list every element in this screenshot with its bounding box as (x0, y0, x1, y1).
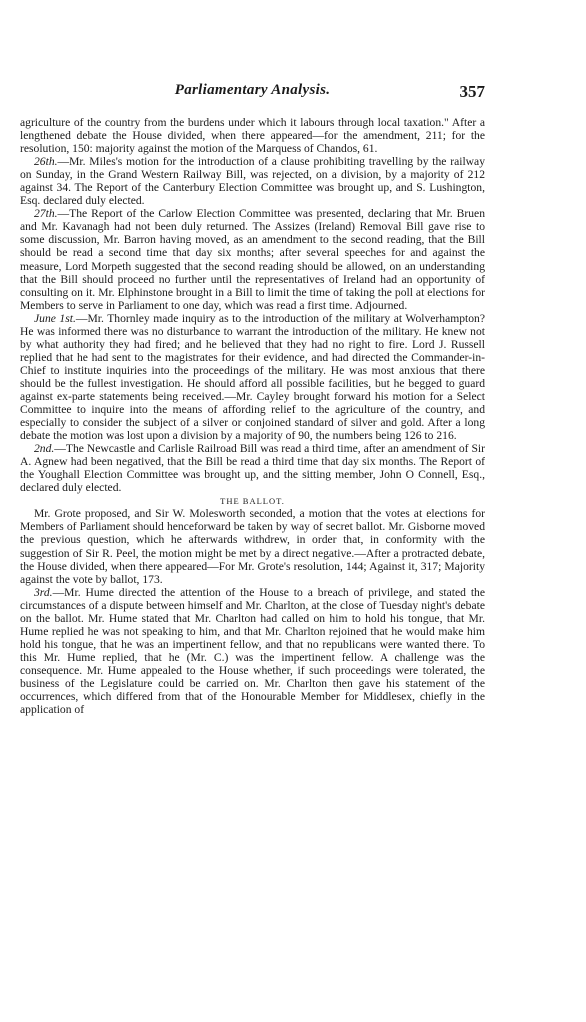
paragraph-date: 26th. (34, 155, 58, 169)
paragraph (20, 155, 485, 207)
page-number: 357 (459, 82, 485, 101)
paragraph-text: —The Newcastle and Carlisle Railroad Bill was read a third time, after an amendment of Sir A. Agnew had been negatived, that the Bill be read a third time that day six months. The Report of the Youghall Election Committee was brought up, and the sitting member, John O Connell, Esq., declared duly elected. (20, 442, 485, 495)
paragraph-date: 27th. (34, 207, 58, 221)
paragraph-text: —Mr. Thornley made inquiry as to the introduction of the military at Wolverhampton? He was informed there was no disturbance to warrant the introduction of the military. He knew not by what authority they had fired; and he believed that they had no right to fire. Lord J. Russell replied that he had sent to the magistrates for their evidence, and had directed the Commander-in-Chief to institute inquiries into the proceedings of the military. He was most anxious that there should be the fullest investigation. He should afford all possible facilities, but he begged to guard against ex-parte statements being received.—Mr. Cayley brought forward his motion for a Select Committee to inquire into the means of affording relief to the agriculture of the country, and especially to consider the subject of a silver or conjoined standard of silver and gold. After a long debate the motion was lost upon a division by a majority of 90, the numbers being 126 to 216. (20, 311, 485, 443)
paragraph (20, 207, 485, 311)
running-title: Parliamentary Analysis. (174, 82, 331, 98)
paragraph (20, 312, 485, 442)
paragraph (20, 586, 485, 716)
paragraph-date: 2nd. (34, 442, 55, 456)
paragraph (20, 507, 485, 585)
paragraph (20, 442, 485, 494)
paragraph-text: agriculture of the country from the burdens under which it labours through local taxation." After a lengthened debate the House divided, when there appeared—for the amendment, 211; for the resolution, 150: majority against the motion of the Marquess of Chandos, 61. (20, 116, 485, 156)
paragraph-text: —The Report of the Carlow Election Committee was presented, declaring that Mr. Bruen and Mr. Kavanagh had not been duly returned. The Assizes (Ireland) Removal Bill gave rise to some discussion, Mr. Barron having moved, as an amendment to the second reading, that the Bill should be read a second time that day six months; after several speeches for and against the measure, Lord Morpeth suggested that the second reading should be allowed, on an understanding that the Bill should proceed no further until the representatives of Ireland had an opportunity of consulting on it. Mr. Elphinstone brought in a Bill to limit the time of taking the poll at elections for Members to serve in Parliament to one day, which was read a first time. Adjourned. (20, 207, 485, 312)
paragraph (20, 116, 485, 155)
paragraph-text: Mr. Grote proposed, and Sir W. Molesworth seconded, a motion that the votes at elections for Members of Parliament should henceforward be taken by way of secret ballot. Mr. Gisborne moved the previous question, which he afterwards withdrew, in order that, in conformity with the suggestion of Sir R. Peel, the motion might be met by a direct negative.—After a protracted debate, the House divided, when there appeared—For Mr. Grote's resolution, 144; Against it, 317; Majority against the vote by ballot, 173. (20, 507, 485, 586)
page-header (20, 82, 485, 104)
paragraph-date: 3rd. (34, 585, 53, 599)
paragraph-date: June 1st. (34, 311, 76, 325)
page-body (20, 116, 485, 716)
paragraph-text: —Mr. Miles's motion for the introduction of a clause prohibiting travelling by the railway on Sunday, in the Grand Western Railway Bill, was rejected, on a division, by a majority of 212 against 34. The Report of the Canterbury Election Committee was brought up, and S. Lushington, Esq. declared duly elected. (20, 155, 485, 208)
section-heading: THE BALLOT. (220, 496, 285, 507)
paragraph-text: —Mr. Hume directed the attention of the House to a breach of privilege, and stated the circumstances of a dispute between himself and Mr. Charlton, at the close of Tuesday night's debate on the ballot. Mr. Hume stated that Mr. Charlton had called on him to hold his tongue, that Mr. Hume replied he was not speaking to him, and that Mr. Charlton rejoined that he would make him hold his tongue, that he was an impertinent fellow, and that no republicans were wanted there. To this Mr. Hume replied, that he (Mr. C.) was the impertinent fellow. A challenge was the consequence. Mr. Hume appealed to the House whether, if such proceedings were tolerated, the business of the Legislature could be carried on. Mr. Charlton then gave his statement of the occurrences, which differed from that of the Honourable Member for Middlesex, chiefly in the application of (20, 585, 485, 717)
